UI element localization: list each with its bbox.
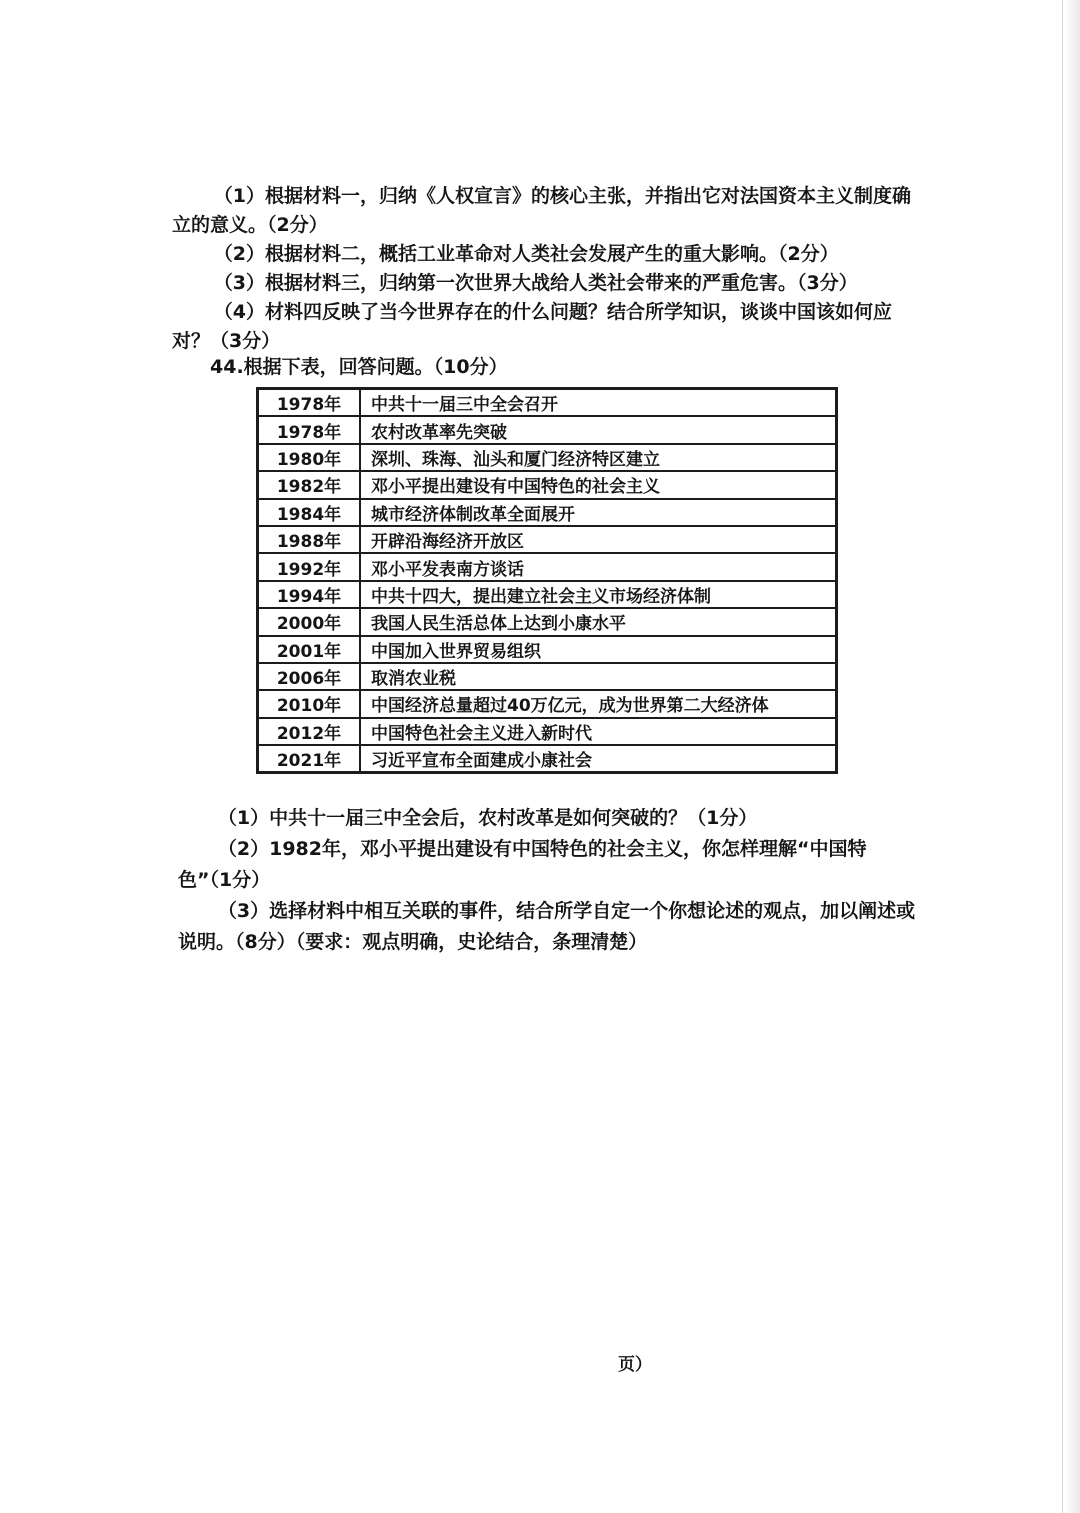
timeline-event: 中国特色社会主义进入新时代 [360,718,837,745]
table-row [258,718,837,745]
timeline-event: 我国人民生活总体上达到小康水平 [360,608,837,635]
timeline-year: 1982年 [258,471,361,498]
timeline-event: 中共十一届三中全会召开 [360,389,837,417]
timeline-year: 2012年 [258,718,361,745]
table-row [258,471,837,498]
timeline-year: 2010年 [258,690,361,717]
timeline-year: 2006年 [258,663,361,690]
subquestion-1: （1）中共十一届三中全会后，农村改革是如何突破的？（1分） [217,807,758,829]
subquestion-2: （2）1982年，邓小平提出建设有中国特色的社会主义，你怎样理解“中国特色”（1分） [178,838,867,891]
table-row [258,636,837,663]
timeline-year: 1978年 [258,389,361,417]
timeline-event: 中国加入世界贸易组织 [360,636,837,663]
timeline-year: 1980年 [258,444,361,471]
table-row [258,553,837,580]
timeline-event: 习近平宣布全面建成小康社会 [360,745,837,773]
table-row [258,663,837,690]
page-footer: 页） [618,1355,652,1375]
timeline-event: 城市经济体制改革全面展开 [360,499,837,526]
table-row [258,416,837,443]
question-4: （4）材料四反映了当今世界存在的什么问题？结合所学知识，谈谈中国该如何应对？（3分） [172,301,893,352]
question-2: （2）根据材料二，概括工业革命对人类社会发展产生的重大影响。（2分） [213,243,839,265]
table-row [258,444,837,471]
question-44-subquestions [178,803,920,958]
timeline-year: 1984年 [258,499,361,526]
page-edge [1062,0,1063,1513]
timeline-event: 中国经济总量超过40万亿元，成为世界第二大经济体 [360,690,837,717]
timeline-year: 2021年 [258,745,361,773]
table-row [258,745,837,773]
timeline-event: 农村改革率先突破 [360,416,837,443]
question-1: （1）根据材料一，归纳《人权宣言》的核心主张，并指出它对法国资本主义制度确立的意义。（2分） [172,185,912,236]
timeline-event: 取消农业税 [360,663,837,690]
timeline-year: 2000年 [258,608,361,635]
table-row [258,499,837,526]
table-row [258,690,837,717]
timeline-event: 邓小平提出建设有中国特色的社会主义 [360,471,837,498]
timeline-event: 邓小平发表南方谈话 [360,553,837,580]
timeline-event: 开辟沿海经济开放区 [360,526,837,553]
timeline-year: 1978年 [258,416,361,443]
question-3: （3）根据材料三，归纳第一次世界大战给人类社会带来的严重危害。（3分） [213,272,858,294]
subquestion-3: （3）选择材料中相互关联的事件，结合所学自定一个你想论述的观点，加以阐述或说明。（8分）（要求：观点明确，史论结合，条理清楚） [178,900,916,953]
timeline-year: 1992年 [258,553,361,580]
reform-timeline-table [256,387,838,774]
page-edge-shadow [1064,0,1080,1513]
timeline-event: 深圳、珠海、汕头和厦门经济特区建立 [360,444,837,471]
timeline-year: 2001年 [258,636,361,663]
timeline-event: 中共十四大，提出建立社会主义市场经济体制 [360,581,837,608]
material-questions [172,182,920,356]
timeline-year: 1994年 [258,581,361,608]
timeline-year: 1988年 [258,526,361,553]
table-row [258,608,837,635]
table-row [258,389,837,417]
table-row [258,581,837,608]
question-44-heading: 44.根据下表，回答问题。（10分） [210,356,508,378]
table-row [258,526,837,553]
